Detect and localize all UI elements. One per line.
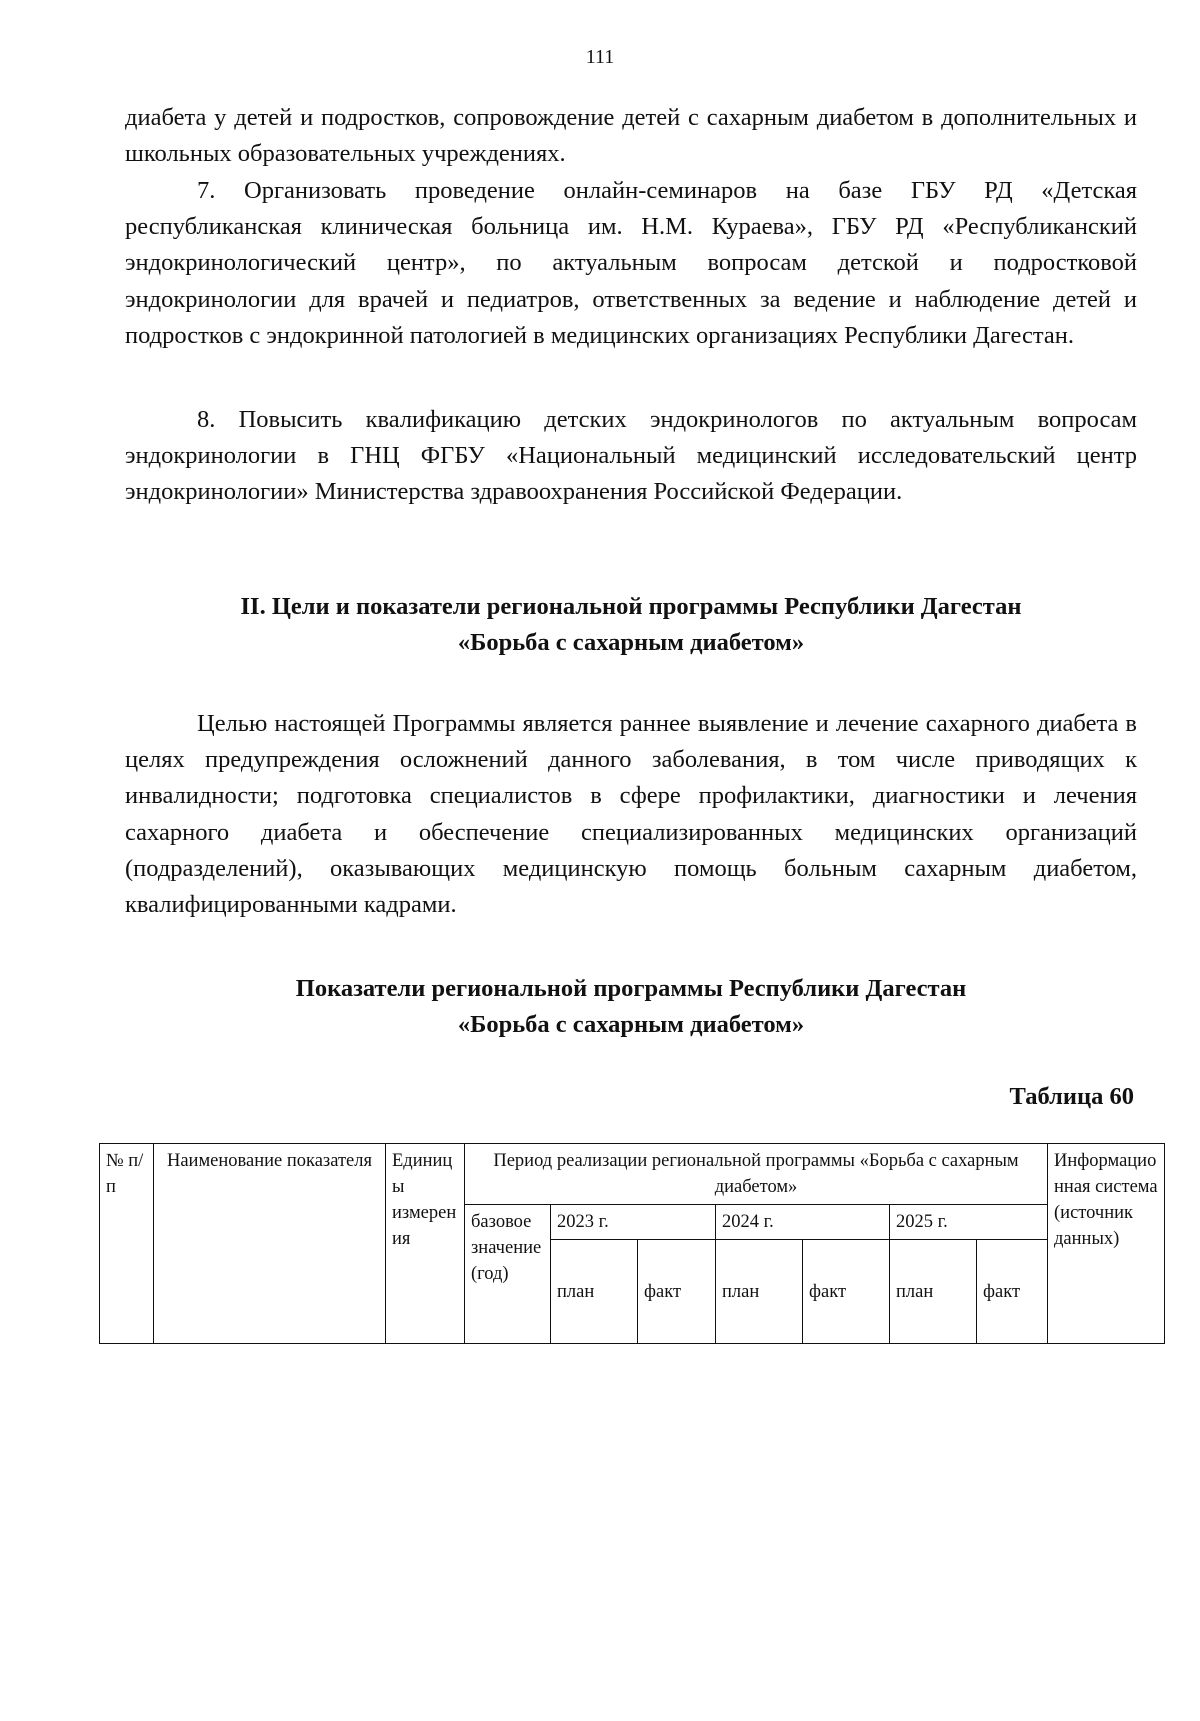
table-header-row-1	[100, 1144, 1165, 1205]
indicators-table	[99, 1143, 1165, 1344]
header-period: Период реализации региональной программы «Борьба с сахарным диабетом»	[465, 1144, 1048, 1205]
paragraph-continuation: диабета у детей и подростков, сопровождение детей с сахарным диабетом в дополнительных и школьных образовательных учреждениях.	[125, 104, 1137, 168]
header-year-2024: 2024 г.	[716, 1205, 890, 1240]
header-2025-fact: факт	[977, 1240, 1048, 1344]
header-2024-fact: факт	[803, 1240, 890, 1344]
indicators-heading-line-1: Показатели региональной программы Республики Дагестан	[295, 975, 967, 1002]
header-2023-plan: план	[551, 1240, 638, 1344]
section-heading-line-2: «Борьба с сахарным диабетом»	[457, 629, 805, 656]
header-2024-plan: план	[716, 1240, 803, 1344]
header-unit: Единицы измерения	[386, 1144, 465, 1344]
paragraph-item-7: 7. Организовать проведение онлайн-семинаров на базе ГБУ РД «Детская республиканская клиническая больница им. Н.М. Кураева», ГБУ РД «Республиканский эндокринологический центр», по актуальным вопросам детской и подростковой эндокринологии для врачей и педиатров, ответственных за ведение и наблюдение детей и подростков с эндокринной патологией в медицинских организациях Республики Дагестан.	[125, 177, 1137, 349]
header-year-2023: 2023 г.	[551, 1205, 716, 1240]
section-heading-line-1: II. Цели и показатели региональной программы Республики Дагестан	[240, 593, 1022, 620]
table-label: Таблица 60	[1009, 1083, 1134, 1110]
header-year-2025: 2025 г.	[890, 1205, 1048, 1240]
header-2023-fact: факт	[638, 1240, 716, 1344]
page-number: 111	[585, 46, 615, 68]
header-base-value: базовое значение (год)	[465, 1205, 551, 1344]
header-number: № п/п	[100, 1144, 154, 1344]
header-indicator-name: Наименование показателя	[154, 1144, 386, 1344]
paragraph-goal: Целью настоящей Программы является раннее выявление и лечение сахарного диабета в целях предупреждения осложнений данного заболевания, в том числе приводящих к инвалидности; подготовка специалистов в сфере профилактики, диагностики и лечения сахарного диабета и обеспечение специализированных медицинских организаций (подразделений), оказывающих медицинскую помощь больным сахарным диабетом, квалифицированными кадрами.	[125, 710, 1137, 919]
header-info-system: Информационная система (источник данных)	[1048, 1144, 1165, 1344]
header-2025-plan: план	[890, 1240, 977, 1344]
paragraph-item-8: 8. Повысить квалификацию детских эндокринологов по актуальным вопросам эндокринологии в ГНЦ ФГБУ «Национальный медицинский исследовательский центр эндокринологии» Министерства здравоохранения Российской Федерации.	[125, 406, 1137, 506]
section-heading	[125, 589, 1137, 661]
indicators-heading	[125, 971, 1137, 1043]
indicators-heading-line-2: «Борьба с сахарным диабетом»	[457, 1011, 805, 1038]
